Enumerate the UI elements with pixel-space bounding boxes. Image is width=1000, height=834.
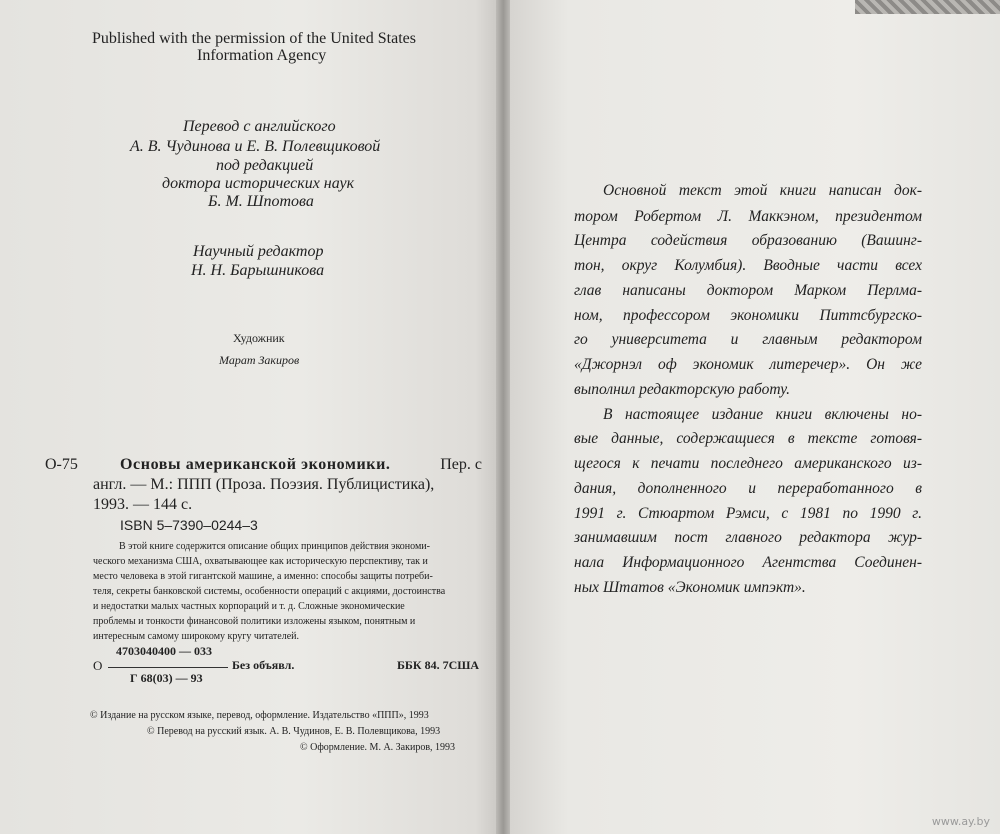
publication-note-line-2: Information Agency xyxy=(197,47,327,64)
publication-note-line-1: Published with the permission of the United States xyxy=(92,30,416,47)
watermark: www.ay.by xyxy=(931,815,990,828)
translation-line-1: Перевод с английского xyxy=(183,118,336,135)
bbk-code: ББК 84. 7США xyxy=(397,658,480,672)
book-title: Основы американской экономики. xyxy=(120,456,391,473)
science-editor-label: Научный редактор xyxy=(193,243,324,260)
text-line: выполнил редакторскую работу. xyxy=(574,381,790,398)
text-line: 1991 г. Стюартом Рэмси, с 1981 по 1990 г. xyxy=(574,505,922,522)
title-line-1 xyxy=(120,456,482,474)
no-announcement: Без объявл. xyxy=(232,658,295,672)
text-line: ном, профессором экономики Питтсбургско- xyxy=(574,307,922,324)
translation-line-3: под редакцией xyxy=(216,157,314,174)
science-editor-name: Н. Н. Барышникова xyxy=(191,262,325,279)
index-bottom: Г 68(03) — 93 xyxy=(130,671,203,685)
text-line: дания, дополненного и переработанного в xyxy=(574,480,922,497)
artist-label: Художник xyxy=(233,331,285,345)
title-line-2: англ. — М.: ППП (Проза. Поэзия. Публицистика), xyxy=(93,476,435,493)
text-line: тон, округ Колумбия). Вводные части всех xyxy=(574,257,922,274)
text-line: щегося к печати последнего американского из- xyxy=(574,455,922,472)
text-line: ных Штатов «Экономик импэкт». xyxy=(574,579,806,596)
copyright-line: © Издание на русском языке, перевод, оформление. Издательство «ППП», 1993 xyxy=(90,710,429,721)
abstract-line: ческого механизма США, охватывающее как историческую перспективу, так и xyxy=(93,556,428,567)
text-line: Центра содействия образованию (Вашинг- xyxy=(574,232,922,249)
abstract-line: интересным самому широкому кругу читателей. xyxy=(93,631,300,642)
text-line: занимавшим пост главного редактора жур- xyxy=(574,529,922,546)
artist-name: Марат Закиров xyxy=(219,353,300,367)
text-line: вые данные, содержащиеся в тексте готовя- xyxy=(574,430,922,447)
abstract-line: место человека в этой гигантской машине, а именно: способы защиты потреби- xyxy=(93,571,433,582)
text-line: Основной текст этой книги написан док- xyxy=(603,182,922,199)
translation-line-4: доктора исторических наук xyxy=(162,175,355,192)
copyright-line: © Оформление. М. А. Закиров, 1993 xyxy=(300,742,456,753)
text-line: В настоящее издание книги включены но- xyxy=(603,406,922,423)
index-fraction-rule xyxy=(108,667,228,668)
text-line: нала Информационного Агентства Соединен- xyxy=(574,554,922,571)
copyright-line: © Перевод на русский язык. А. В. Чудинов, Е. В. Полевщикова, 1993 xyxy=(147,726,441,737)
background-fabric xyxy=(855,0,1000,14)
index-letter: О xyxy=(93,658,103,673)
text-line: глав написаны доктором Марком Перлма- xyxy=(574,282,922,299)
catalog-code: О-75 xyxy=(45,456,78,473)
abstract-line: В этой книге содержится описание общих принципов действия экономи- xyxy=(119,541,430,552)
title-continuation: Пер. с xyxy=(440,456,482,473)
translation-line-5: Б. М. Шпотова xyxy=(208,193,314,210)
translation-line-2: А. В. Чудинова и Е. В. Полевщиковой xyxy=(130,138,381,155)
index-top: 4703040400 — 033 xyxy=(116,644,212,658)
isbn: ISBN 5–7390–0244–3 xyxy=(120,517,258,533)
text-line: тором Робертом Л. Маккэном, президентом xyxy=(574,208,922,225)
abstract-line: теля, секреты банковской системы, особенности операций с акциями, достоинства xyxy=(93,586,446,597)
text-line: го университета и главным редактором xyxy=(574,331,922,348)
title-line-3: 1993. — 144 с. xyxy=(93,496,193,513)
abstract-line: и недостатки малых частных корпораций и т. д. Сложные экономические xyxy=(93,601,405,612)
abstract-line: проблемы и тонкости финансовой политики изложены языком, понятным и xyxy=(93,616,416,627)
text-line: «Джорнэл оф экономик литеречер». Он же xyxy=(574,356,922,373)
